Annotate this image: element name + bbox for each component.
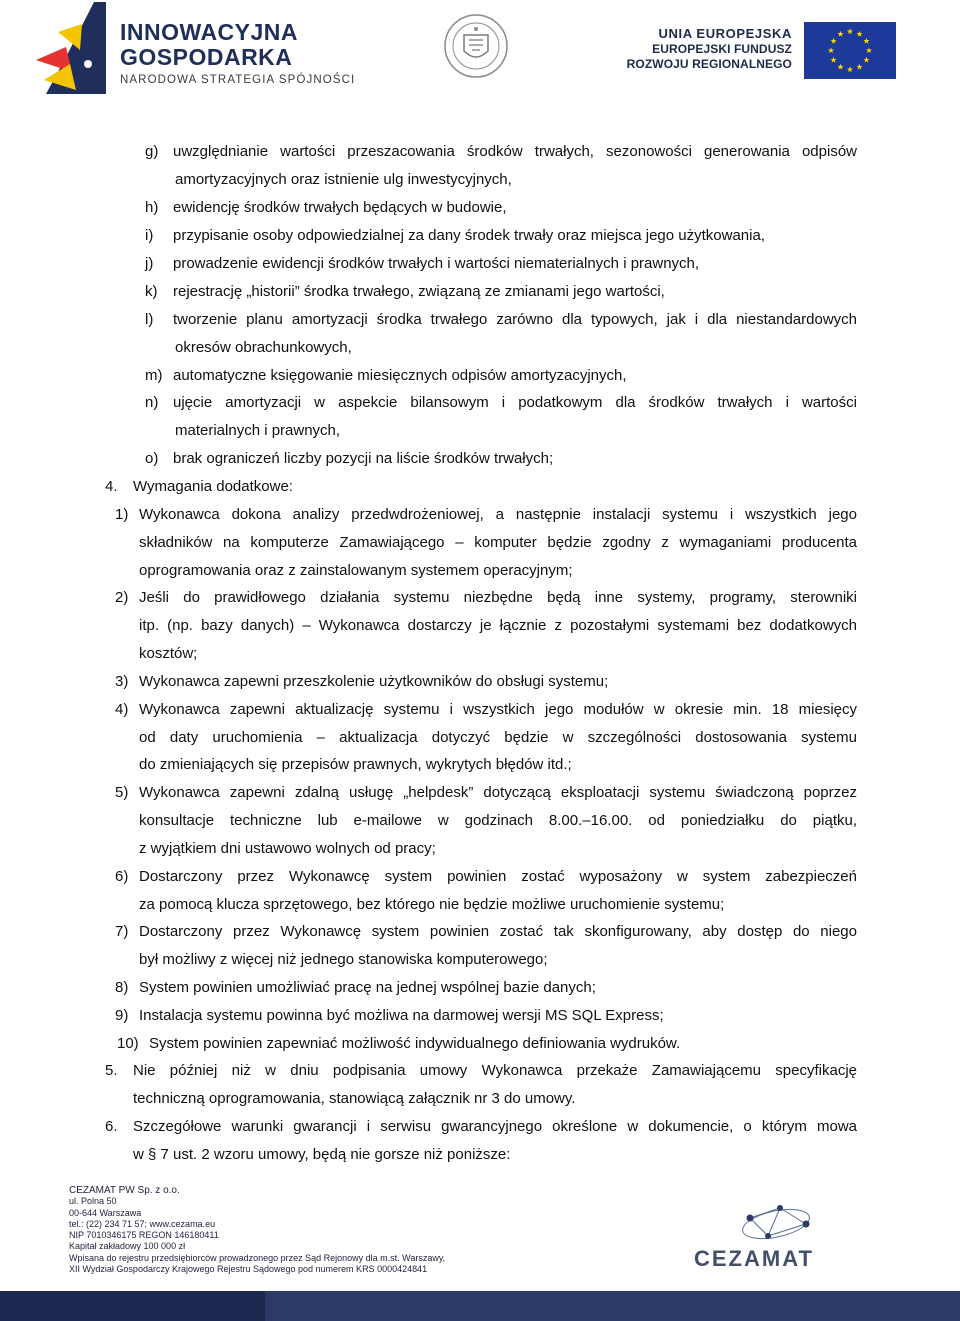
item-letter-k: k)	[145, 283, 158, 300]
item-k-line1: rejestrację „historii” środka trwałego, związaną ze zmianami jego wartości,	[173, 283, 665, 300]
innowacyjna-gospodarka-logo-icon	[36, 2, 106, 94]
ig-title-line1: INNOWACYJNA	[120, 19, 299, 45]
req-4-line2: od daty uruchomienia – aktualizacja dotyczyć będzie w szczególności dostosowania systemu	[139, 729, 857, 746]
eu-line2: EUROPEJSKI FUNDUSZ	[652, 42, 792, 56]
req-6-line2: za pomocą klucza sprzętowego, bez którego nie będzie możliwe uruchomienie systemu;	[139, 896, 725, 913]
item-letter-o: o)	[145, 450, 159, 467]
item-l-line2: okresów obrachunkowych,	[175, 339, 352, 356]
section-5-line2: techniczną oprogramowania, stanowiącą załącznik nr 3 do umowy.	[133, 1090, 576, 1107]
req-2-number: 2)	[115, 589, 129, 606]
section-6-number: 6.	[105, 1118, 118, 1135]
req-5-line2: konsultacje techniczne lub e-mailowe w godzinach 8.00.–16.00. od poniedziałku do piątku,	[139, 812, 857, 829]
item-o-line1: brak ograniczeń liczby pozycji na liście środków trwałych;	[173, 450, 554, 467]
req-7-line1: Dostarczony przez Wykonawcę system powinien zostać tak skonfigurowany, aby dostęp do niego	[139, 923, 857, 940]
item-letter-h: h)	[145, 199, 159, 216]
cezamat-logo-text: CEZAMAT	[694, 1246, 814, 1271]
req-5-line3: z wyjątkiem dni ustawowo wolnych od pracy;	[139, 840, 436, 857]
req-1-line3: oprogramowania oraz z zainstalowanym systemem operacyjnym;	[139, 562, 573, 579]
company-registry-line2: XII Wydział Gospodarczy Krajowego Rejestru Sądowego pod numerem KRS 0000424841	[69, 1264, 428, 1275]
section-6-line1: Szczegółowe warunki gwarancji i serwisu gwarancyjnego określone w dokumencie, o którym mowa	[133, 1118, 857, 1135]
company-registry-line1: Wpisana do rejestru przedsiębiorców prowadzonego przez Sąd Rejonowy dla m.st. Warszawy,	[69, 1252, 446, 1263]
ig-title-line2: GOSPODARKA	[120, 44, 293, 70]
item-letter-l: l)	[145, 311, 154, 328]
eu-fund-text	[627, 26, 792, 72]
item-h-line1: ewidencję środków trwałych będących w budowie,	[173, 199, 507, 216]
university-seal-icon	[443, 13, 509, 79]
section-4-title: Wymagania dodatkowe:	[133, 478, 293, 495]
req-6-line1: Dostarczony przez Wykonawcę system powinien zostać wyposażony w system zabezpieczeń	[139, 868, 857, 885]
page-header	[0, 0, 960, 105]
item-g-line2: amortyzacyjnych oraz istnienie ulg inwestycyjnych,	[175, 171, 512, 188]
ig-subtitle: NARODOWA STRATEGIA SPÓJNOŚCI	[120, 74, 356, 86]
company-capital: Kapitał zakładowy 100 000 zł	[69, 1241, 186, 1252]
req-4-number: 4)	[115, 701, 129, 718]
req-10-line1: System powinien zapewniać możliwość indywidualnego definiowania wydruków.	[149, 1035, 681, 1052]
req-4-line3: do zmieniających się przepisów prawnych, wykrytych błędów itd.;	[139, 756, 572, 773]
section-6-line2: w § 7 ust. 2 wzoru umowy, będą nie gorsze niż poniższe:	[133, 1146, 511, 1163]
req-3-number: 3)	[115, 673, 129, 690]
req-2-line1: Jeśli do prawidłowego działania systemu niezbędne będą inne systemy, programy, sterowniki	[139, 589, 857, 606]
req-7-line2: był możliwy z więcej niż jednego stanowiska komputerowego;	[139, 951, 548, 968]
req-2-line2: itp. (np. bazy danych) – Wykonawca dostarczy je łącznie z pozostałymi systemami bez dodatkowych	[139, 617, 857, 634]
req-10-number: 10)	[117, 1035, 139, 1052]
item-m-line1: automatyczne księgowanie miesięcznych odpisów amortyzacyjnych,	[173, 367, 627, 384]
req-3-line1: Wykonawca zapewni przeszkolenie użytkowników do obsługi systemu;	[139, 673, 609, 690]
innowacyjna-gospodarka-text	[120, 20, 355, 86]
item-letter-j: j)	[145, 255, 154, 272]
company-contact: tel.: (22) 234 71 57; www.cezama.eu	[69, 1218, 216, 1229]
req-1-line2: składników na komputerze Zamawiającego – komputer będzie zgodny z wymaganiami producenta	[139, 534, 857, 551]
item-n-line1: ujęcie amortyzacji w aspekcie bilansowym i podatkowym dla środków trwałych i wartości	[173, 394, 857, 411]
company-name: CEZAMAT PW Sp. z o.o.	[69, 1185, 180, 1196]
item-i-line1: przypisanie osoby odpowiedzialnej za dany środek trwały oraz miejsca jego użytkowania,	[173, 227, 765, 244]
item-letter-g: g)	[145, 143, 159, 160]
company-nip-regon: NIP 7010346175 REGON 146180411	[69, 1230, 219, 1241]
item-g-line1: uwzględnianie wartości przeszacowania środków trwałych, sezonowości generowania odpisów	[173, 143, 857, 160]
req-2-line3: kosztów;	[139, 645, 198, 662]
company-city: 00-644 Warszawa	[69, 1207, 142, 1218]
company-info	[69, 1185, 445, 1275]
req-9-line1: Instalacja systemu powinna być możliwa na darmowej wersji MS SQL Express;	[139, 1007, 664, 1024]
section-4-number: 4.	[105, 478, 118, 495]
item-l-line1: tworzenie planu amortyzacji środka trwałego zarówno dla typowych, jak i dla niestandardowych	[173, 311, 857, 328]
req-8-line1: System powinien umożliwiać pracę na jednej wspólnej bazie danych;	[139, 979, 596, 996]
company-street: ul. Polna 50	[69, 1196, 117, 1207]
req-9-number: 9)	[115, 1007, 129, 1024]
eu-line1: UNIA EUROPEJSKA	[658, 26, 792, 41]
eu-flag-icon	[804, 22, 896, 79]
item-letter-m: m)	[145, 367, 163, 384]
section-5-number: 5.	[105, 1062, 118, 1079]
req-8-number: 8)	[115, 979, 129, 996]
req-1-number: 1)	[115, 506, 129, 523]
req-5-number: 5)	[115, 784, 129, 801]
item-j-line1: prowadzenie ewidencji środków trwałych i wartości niematerialnych i prawnych,	[173, 255, 700, 272]
item-letter-n: n)	[145, 394, 159, 411]
eu-line3: ROZWOJU REGIONALNEGO	[626, 57, 792, 71]
req-7-number: 7)	[115, 923, 129, 940]
item-n-line2: materialnych i prawnych,	[175, 422, 341, 439]
req-4-line1: Wykonawca zapewni aktualizację systemu i wszystkich jego modułów w okresie min. 18 miesięcy	[139, 701, 857, 718]
req-6-number: 6)	[115, 868, 129, 885]
item-letter-i: i)	[145, 227, 154, 244]
section-5-line1: Nie później niż w dniu podpisania umowy Wykonawca przekaże Zamawiającemu specyfikację	[133, 1062, 857, 1079]
req-1-line1: Wykonawca dokona analizy przedwdrożeniowej, a następnie instalacji systemu i wszystkich jego	[139, 506, 857, 523]
req-5-line1: Wykonawca zapewni zdalną usługę „helpdesk” dotyczącą eksploatacji systemu świadczoną poprzez	[139, 784, 857, 801]
footer-bar-accent	[0, 1291, 265, 1321]
cezamat-logo-icon	[688, 1200, 838, 1275]
